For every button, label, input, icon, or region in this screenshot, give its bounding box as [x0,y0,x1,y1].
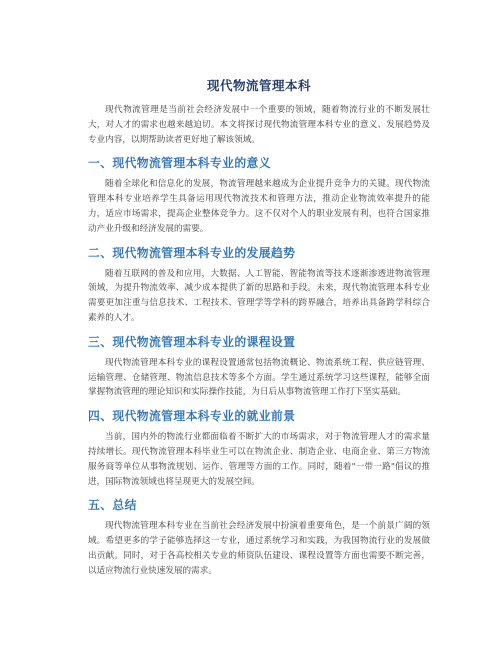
intro-paragraph: 现代物流管理是当前社会经济发展中一个重要的领域，随着物流行业的不断发展壮大，对人才的需求也越来越迫切。本文将探讨现代物流管理本科专业的意义、发展趋势及专业内容，以期帮助读者更好地了解该领域。 [88,105,430,145]
section-paragraph: 随着互联网的普及和应用，大数据、人工智能、智能物流等技术逐渐渗透进物流管理领域，为提升物流效率、减少成本提供了新的思路和手段。未来，现代物流管理本科专业需要更加注重与信息技术、工程技术、管理学等学科的跨界融合，培养出具备跨学科综合素养的人才。 [88,268,430,323]
section-heading: 三、现代物流管理本科专业的课程设置 [88,334,296,349]
section-heading: 一、现代物流管理本科专业的意义 [88,156,271,171]
section-significance [88,154,430,236]
section-heading: 四、现代物流管理本科专业的就业前景 [88,409,296,424]
document-title: 现代物流管理本科 [206,78,311,93]
section-employment [88,407,430,489]
section-paragraph: 随着全球化和信息化的发展，物流管理越来越成为企业提升竞争力的关键。现代物流管理本科专业培养学生具备运用现代物流技术和管理方法，推动企业物流效率提升的能力，适应市场需求，提高企业整体竞争力。这不仅对个人的职业发展有利，也符合国家推动产业升级和经济发展的需要。 [88,179,430,234]
section-paragraph: 当前，国内外的物流行业都面临着不断扩大的市场需求，对于物流管理人才的需求量持续增长。现代物流管理本科毕业生可以在物流企业、制造企业、电商企业、第三方物流服务商等单位从事物流规划、运作、管理等方面的工作。同时，随着"一带一路"倡议的推进，国际物流领域也将呈现更大的发展空间。 [88,432,430,487]
section-heading: 五、总结 [88,498,137,513]
section-heading: 二、现代物流管理本科专业的发展趋势 [88,245,296,260]
section-paragraph: 现代物流管理本科专业的课程设置通常包括物流概论、物流系统工程、供应链管理、运输管理、仓储管理、物流信息技术等多个方面。学生通过系统学习这些课程，能够全面掌握物流管理的理论知识和实际操作技能，为日后从事物流管理工作打下坚实基础。 [88,357,430,398]
section-summary [88,496,430,578]
section-trends [88,244,430,326]
section-paragraph: 现代物流管理本科专业在当前社会经济发展中扮演着重要角色，是一个前景广阔的领域。希望更多的学子能够选择这一专业，通过系统学习和实践，为我国物流行业的发展做出贡献。同时，对于各高校相关专业的师资队伍建设、课程设置等方面也需要不断完善，以适应物流行业快速发展的需求。 [88,521,430,576]
section-curriculum [88,333,430,400]
